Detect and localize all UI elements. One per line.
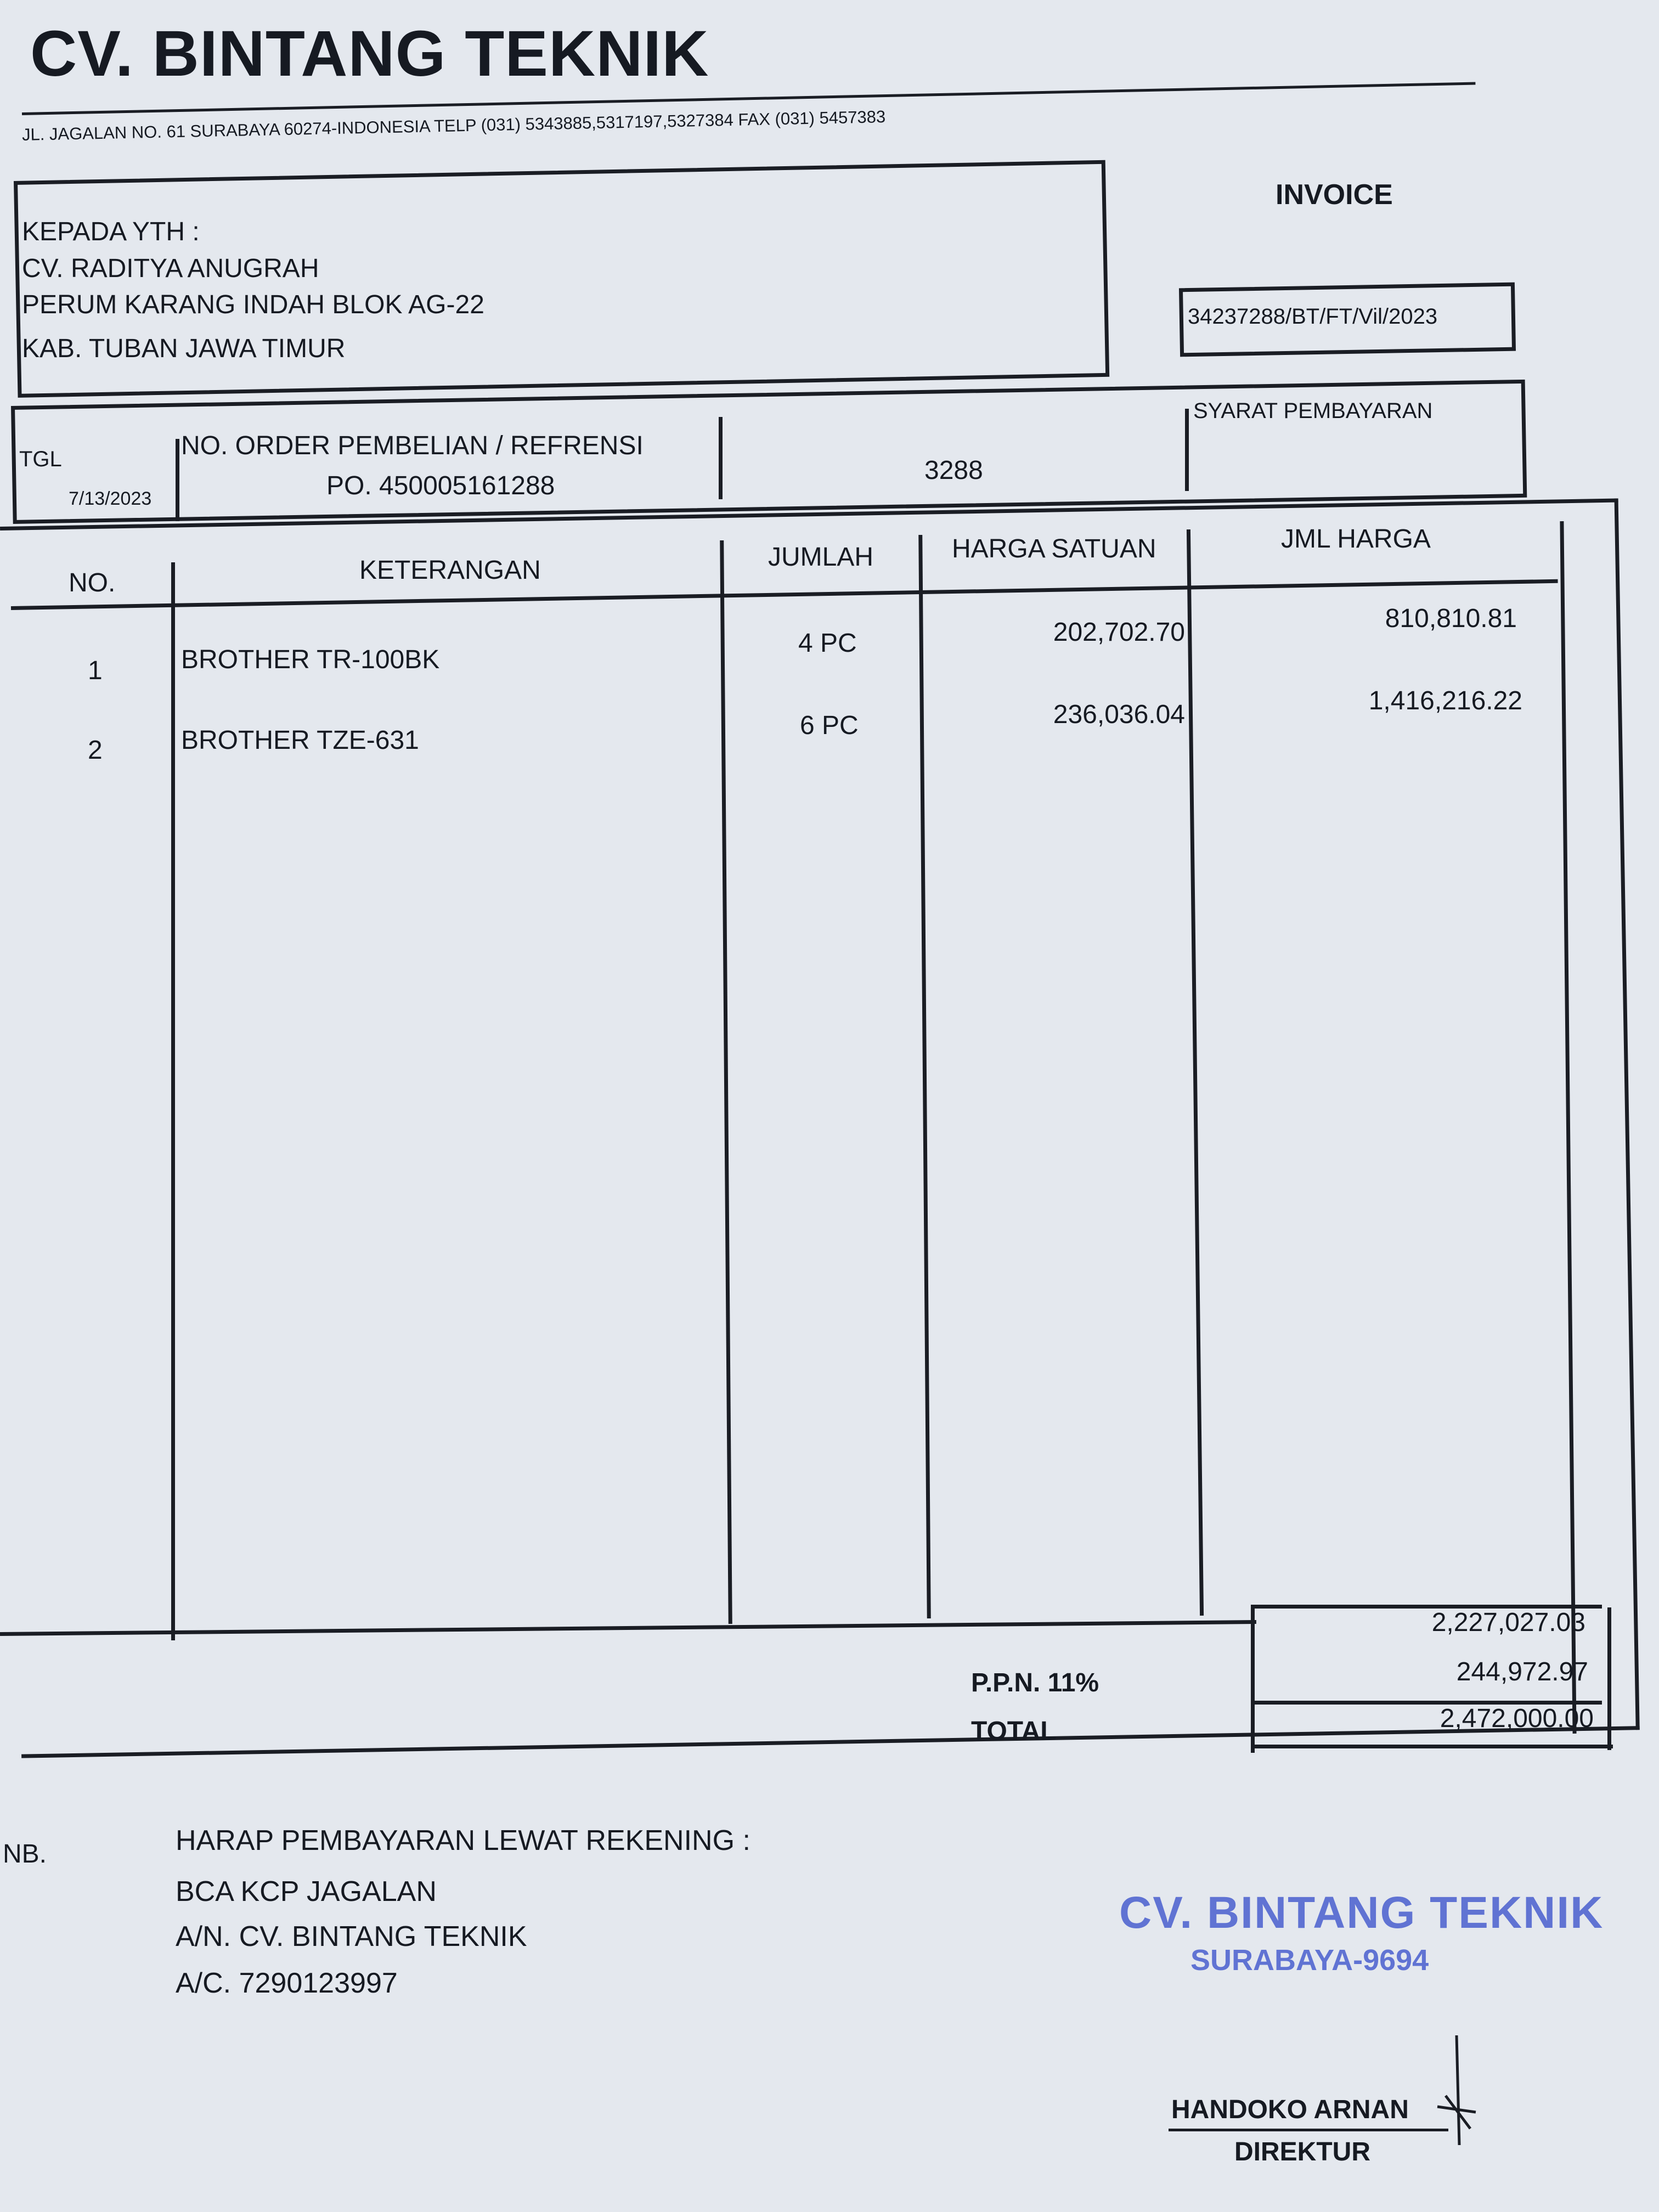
row-2-amount: 1,416,216.22 xyxy=(1368,686,1522,715)
header-no: NO. xyxy=(69,568,116,597)
recipient-name: CV. RADITYA ANUGRAH xyxy=(22,254,319,283)
note-line-2: BCA KCP JAGALAN xyxy=(176,1876,437,1908)
company-address: JL. JAGALAN NO. 61 SURABAYA 60274-INDONESIA TELP (031) 5343885,5317197,5327384 FAX (031) 5457383 xyxy=(21,107,886,144)
signatory-title: DIREKTUR xyxy=(1234,2137,1370,2166)
note-label: NB. xyxy=(3,1839,47,1869)
recipient-address-1: PERUM KARANG INDAH BLOK AG-22 xyxy=(22,290,484,319)
total-bottom-line xyxy=(1254,1745,1613,1748)
invoice-number: 34237288/BT/FT/Vil/2023 xyxy=(1188,304,1438,329)
row-1-qty: 4 PC xyxy=(798,629,857,658)
signature-underline xyxy=(1169,2129,1448,2131)
row-2-description: BROTHER TZE-631 xyxy=(181,726,419,755)
total-value: 2,472,000.00 xyxy=(1440,1704,1594,1733)
note-line-1: HARAP PEMBAYARAN LEWAT REKENING : xyxy=(176,1825,751,1857)
date-value: 7/13/2023 xyxy=(69,488,152,509)
note-line-3: A/N. CV. BINTANG TEKNIK xyxy=(176,1921,527,1953)
header-unit-price: HARGA SATUAN xyxy=(952,534,1156,563)
header-description: KETERANGAN xyxy=(359,556,541,585)
recipient-address-2: KAB. TUBAN JAWA TIMUR xyxy=(22,334,346,363)
vat-label: P.P.N. 11% xyxy=(971,1668,1099,1697)
totals-right-line xyxy=(1607,1607,1611,1750)
signatory-name: HANDOKO ARNAN xyxy=(1171,2095,1409,2124)
header-qty: JUMLAH xyxy=(768,543,874,572)
row-2-qty: 6 PC xyxy=(800,711,859,740)
invoice-title: INVOICE xyxy=(1276,179,1393,211)
date-label: TGL xyxy=(19,447,62,471)
row-2-no: 2 xyxy=(88,736,103,765)
row-2-unit-price: 236,036.04 xyxy=(1053,700,1185,729)
row-1-amount: 810,810.81 xyxy=(1385,604,1517,633)
row-1-no: 1 xyxy=(88,656,103,685)
order-number: PO. 450005161288 xyxy=(326,471,555,500)
info-divider-1 xyxy=(176,439,179,521)
company-stamp-line-2: SURABAYA-9694 xyxy=(1190,1944,1429,1977)
header-amount: JML HARGA xyxy=(1281,524,1431,554)
order-label: NO. ORDER PEMBELIAN / REFRENSI xyxy=(181,431,644,460)
note-line-4: A/C. 7290123997 xyxy=(176,1967,398,1999)
reference-number: 3288 xyxy=(924,456,983,485)
company-stamp-line-1: CV. BINTANG TEKNIK xyxy=(1119,1888,1604,1938)
subtotal-value: 2,227,027.03 xyxy=(1431,1608,1585,1637)
row-1-description: BROTHER TR-100BK xyxy=(181,645,440,674)
row-1-unit-price: 202,702.70 xyxy=(1053,618,1185,647)
terms-label: SYARAT PEMBAYARAN xyxy=(1193,399,1433,423)
info-divider-3 xyxy=(1185,409,1189,491)
vat-value: 244,972.97 xyxy=(1456,1657,1588,1686)
info-divider-2 xyxy=(719,417,723,499)
signature-mark xyxy=(1426,2030,1492,2156)
col-divider-no xyxy=(171,562,175,1640)
totals-divider xyxy=(1251,1605,1255,1753)
recipient-label: KEPADA YTH : xyxy=(22,217,200,246)
total-label: TOTAL xyxy=(971,1717,1057,1746)
company-name: CV. BINTANG TEKNIK xyxy=(30,18,709,90)
